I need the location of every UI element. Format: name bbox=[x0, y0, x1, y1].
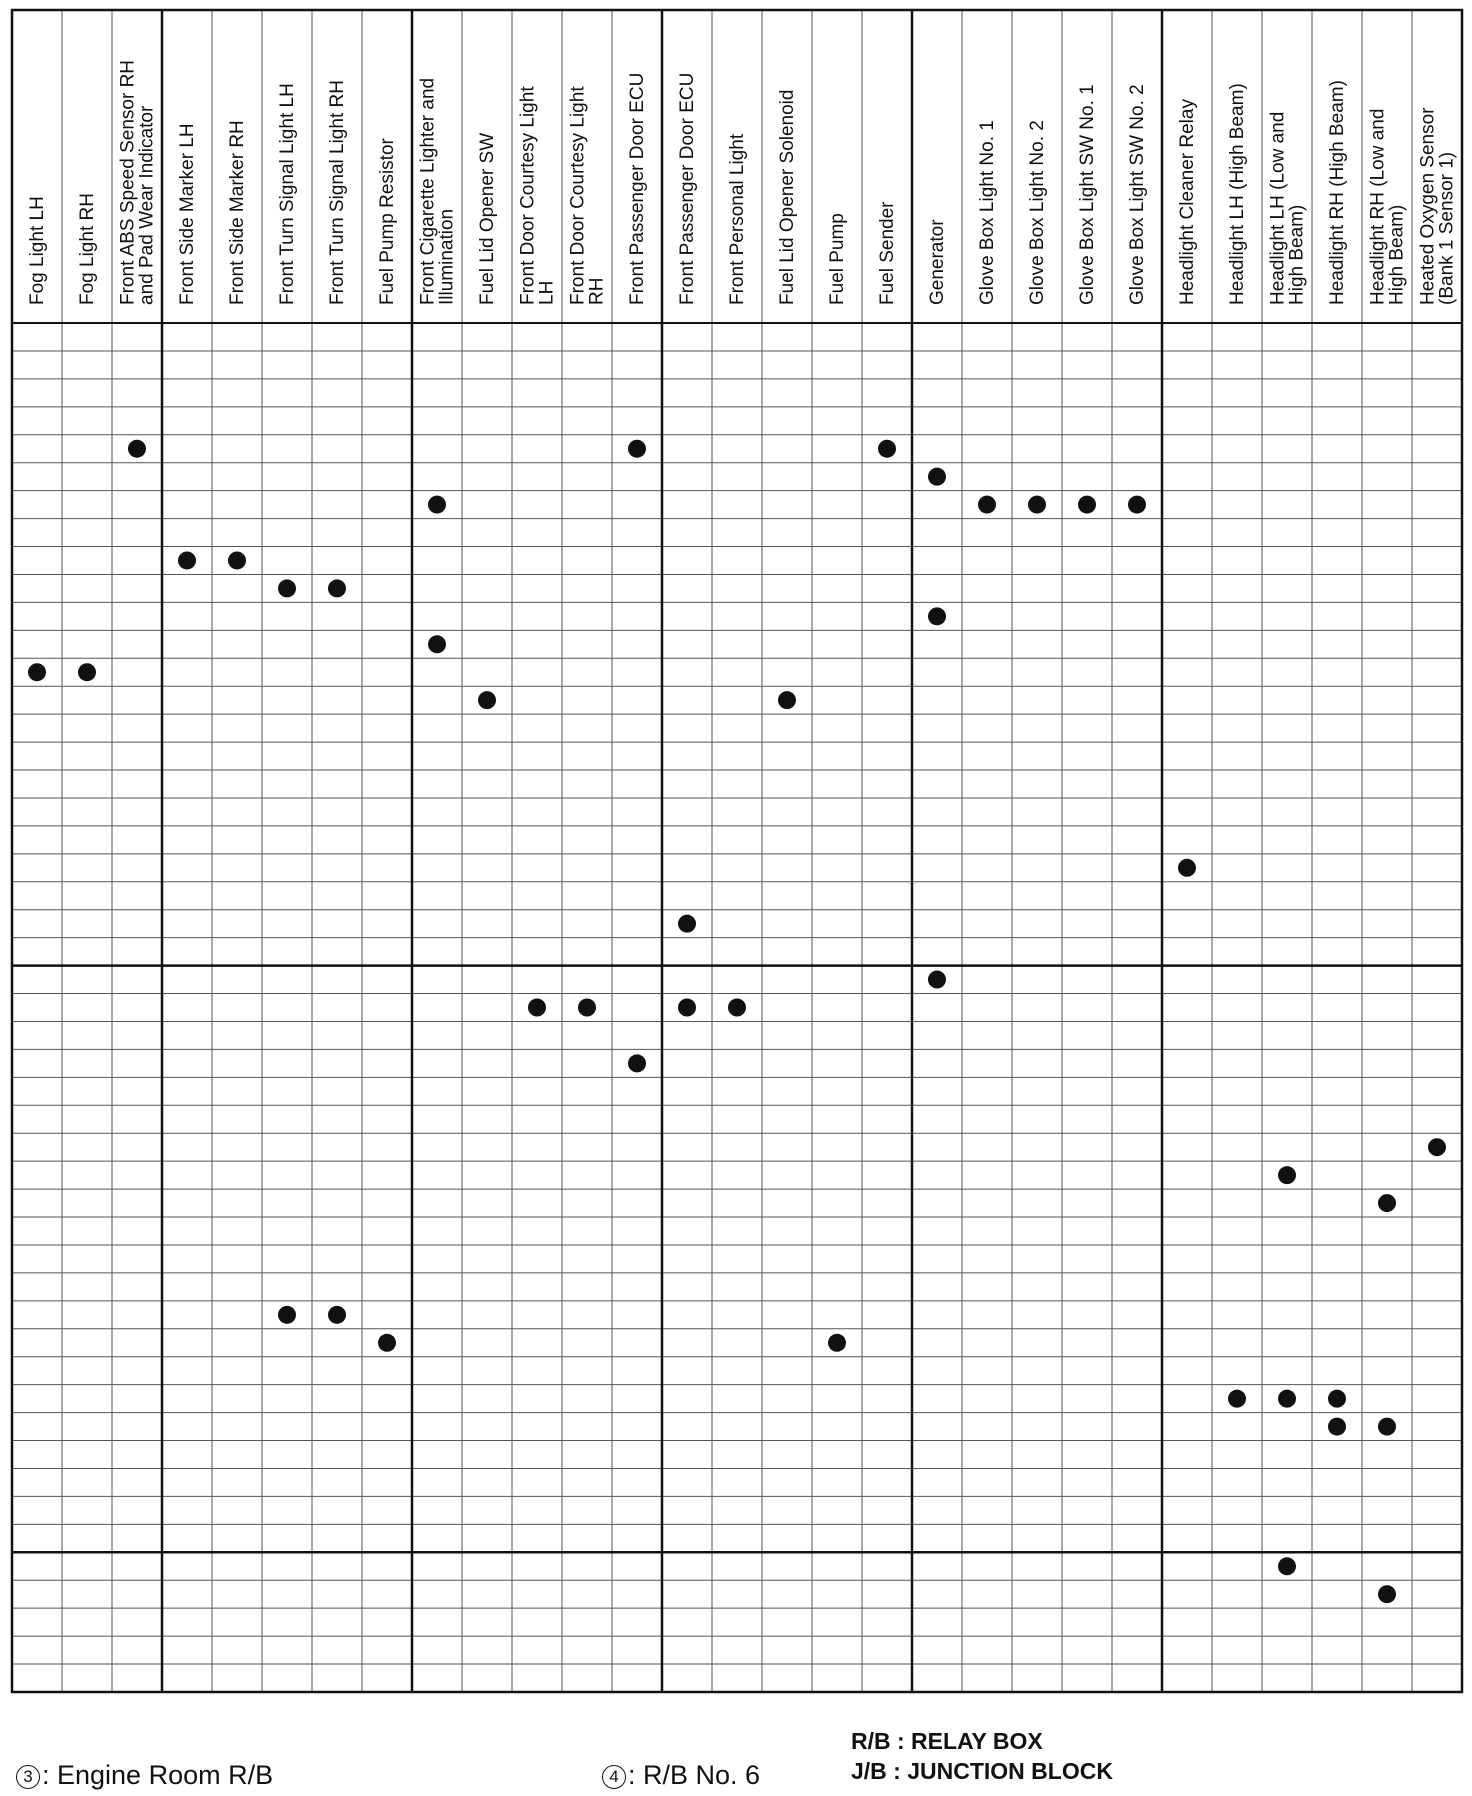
connection-dot bbox=[328, 1306, 346, 1324]
column-header-front-cigarette-lighter-line-1: Front Cigarette Lighter and bbox=[417, 77, 439, 305]
connection-dot bbox=[428, 635, 446, 653]
column-header-headlight-cleaner-relay: Headlight Cleaner Relay bbox=[1177, 99, 1198, 305]
column-header-headlight-rh-high: Headlight RH (High Beam) bbox=[1327, 80, 1348, 305]
connection-dot bbox=[1328, 1418, 1346, 1436]
connection-dot bbox=[278, 579, 296, 597]
column-header-headlight-lh-low-high-line-2: High Beam) bbox=[1286, 204, 1308, 305]
column-header-fuel-lid-opener-sw: Fuel Lid Opener SW bbox=[477, 132, 498, 305]
connection-dot bbox=[1278, 1166, 1296, 1184]
connection-dot bbox=[228, 551, 246, 569]
connection-dot bbox=[728, 999, 746, 1017]
column-header-glove-box-light-sw-2: Glove Box Light SW No. 2 bbox=[1127, 84, 1148, 305]
column-header-front-personal-light: Front Personal Light bbox=[727, 133, 748, 305]
connection-dot bbox=[1328, 1390, 1346, 1408]
connection-dot bbox=[1078, 496, 1096, 514]
connection-dot bbox=[678, 999, 696, 1017]
connection-dot bbox=[1378, 1585, 1396, 1603]
circled-number-3: 3 bbox=[16, 1765, 40, 1789]
connection-dot bbox=[28, 663, 46, 681]
column-header-front-door-courtesy-light-lh-line-2: LH bbox=[536, 280, 558, 305]
legend-rb-no-6 bbox=[602, 1760, 760, 1791]
connection-dot bbox=[1128, 496, 1146, 514]
column-header-front-side-marker-lh: Front Side Marker LH bbox=[177, 123, 198, 305]
column-header-heated-oxygen-sensor-line-1: Heated Oxygen Sensor bbox=[1417, 107, 1439, 305]
column-header-headlight-lh-high: Headlight LH (High Beam) bbox=[1227, 83, 1248, 305]
column-header-front-abs-speed-sensor-rh-line-2: and Pad Wear Indicator bbox=[136, 105, 158, 305]
column-header-front-abs-speed-sensor-rh-line-1: Front ABS Speed Sensor RH bbox=[117, 59, 139, 305]
column-header-fuel-pump: Fuel Pump bbox=[827, 213, 848, 305]
column-header-headlight-rh-low-high-line-2: High Beam) bbox=[1386, 204, 1408, 305]
connection-dot bbox=[628, 440, 646, 458]
legend-rb-no-6-text: : R/B No. 6 bbox=[628, 1760, 761, 1790]
column-header-headlight-rh-low-high-line-1: Headlight RH (Low and bbox=[1367, 108, 1389, 305]
column-header-front-passenger-door-ecu-2: Front Passenger Door ECU bbox=[677, 72, 698, 305]
connection-dot bbox=[828, 1334, 846, 1352]
connection-dot bbox=[628, 1054, 646, 1072]
column-header-glove-box-light-sw-1: Glove Box Light SW No. 1 bbox=[1077, 84, 1098, 305]
column-header-fog-light-lh: Fog Light LH bbox=[27, 196, 48, 305]
column-header-generator: Generator bbox=[927, 219, 948, 305]
connection-dot bbox=[328, 579, 346, 597]
connection-dot bbox=[178, 551, 196, 569]
connection-dot bbox=[128, 440, 146, 458]
column-header-headlight-lh-low-high-line-1: Headlight LH (Low and bbox=[1267, 111, 1289, 305]
connection-dot bbox=[1278, 1390, 1296, 1408]
connection-dot bbox=[1278, 1557, 1296, 1575]
column-header-front-turn-signal-light-rh: Front Turn Signal Light RH bbox=[327, 80, 348, 305]
connection-dot bbox=[978, 496, 996, 514]
column-header-front-door-courtesy-light-lh-line-1: Front Door Courtesy Light bbox=[517, 86, 539, 305]
connection-dot bbox=[478, 691, 496, 709]
legend-engine-room-text: : Engine Room R/B bbox=[42, 1760, 274, 1790]
column-header-front-door-courtesy-light-rh-line-2: RH bbox=[586, 277, 608, 305]
connection-dot bbox=[778, 691, 796, 709]
connection-dot bbox=[278, 1306, 296, 1324]
column-header-glove-box-light-2: Glove Box Light No. 2 bbox=[1027, 120, 1048, 305]
connection-dot bbox=[1428, 1138, 1446, 1156]
column-header-fuel-sender: Fuel Sender bbox=[877, 201, 898, 305]
column-header-front-door-courtesy-light-rh-line-1: Front Door Courtesy Light bbox=[567, 86, 589, 305]
connection-dot bbox=[1228, 1390, 1246, 1408]
connection-dot bbox=[428, 496, 446, 514]
column-header-fuel-pump-resistor: Fuel Pump Resistor bbox=[377, 138, 398, 305]
column-header-front-side-marker-rh: Front Side Marker RH bbox=[227, 120, 248, 305]
column-header-heated-oxygen-sensor-line-2: (Bank 1 Sensor 1) bbox=[1436, 151, 1458, 305]
column-header-front-cigarette-lighter-line-2: Illumination bbox=[436, 208, 458, 305]
abbrev-junction-block: J/B : JUNCTION BLOCK bbox=[851, 1758, 1113, 1784]
column-header-front-turn-signal-light-lh: Front Turn Signal Light LH bbox=[277, 83, 298, 305]
column-header-glove-box-light-1: Glove Box Light No. 1 bbox=[977, 120, 998, 305]
connection-dot bbox=[1378, 1194, 1396, 1212]
circled-number-4: 4 bbox=[602, 1765, 626, 1789]
connection-dot bbox=[578, 999, 596, 1017]
column-header-fog-light-rh: Fog Light RH bbox=[77, 193, 98, 305]
connection-dot bbox=[678, 915, 696, 933]
connection-dot bbox=[928, 607, 946, 625]
connection-dot bbox=[928, 468, 946, 486]
connection-dot bbox=[78, 663, 96, 681]
connection-dot bbox=[928, 971, 946, 989]
connection-dot bbox=[378, 1334, 396, 1352]
column-header-fuel-lid-opener-solenoid: Fuel Lid Opener Solenoid bbox=[777, 89, 798, 305]
column-header-front-passenger-door-ecu: Front Passenger Door ECU bbox=[627, 72, 648, 305]
connection-dot bbox=[1178, 859, 1196, 877]
connection-dot bbox=[1378, 1418, 1396, 1436]
legend-engine-room bbox=[16, 1760, 273, 1791]
connection-dot bbox=[528, 999, 546, 1017]
abbreviation-key bbox=[851, 1726, 1113, 1786]
connection-dot bbox=[878, 440, 896, 458]
connection-dot bbox=[1028, 496, 1046, 514]
abbrev-relay-box: R/B : RELAY BOX bbox=[851, 1728, 1043, 1754]
